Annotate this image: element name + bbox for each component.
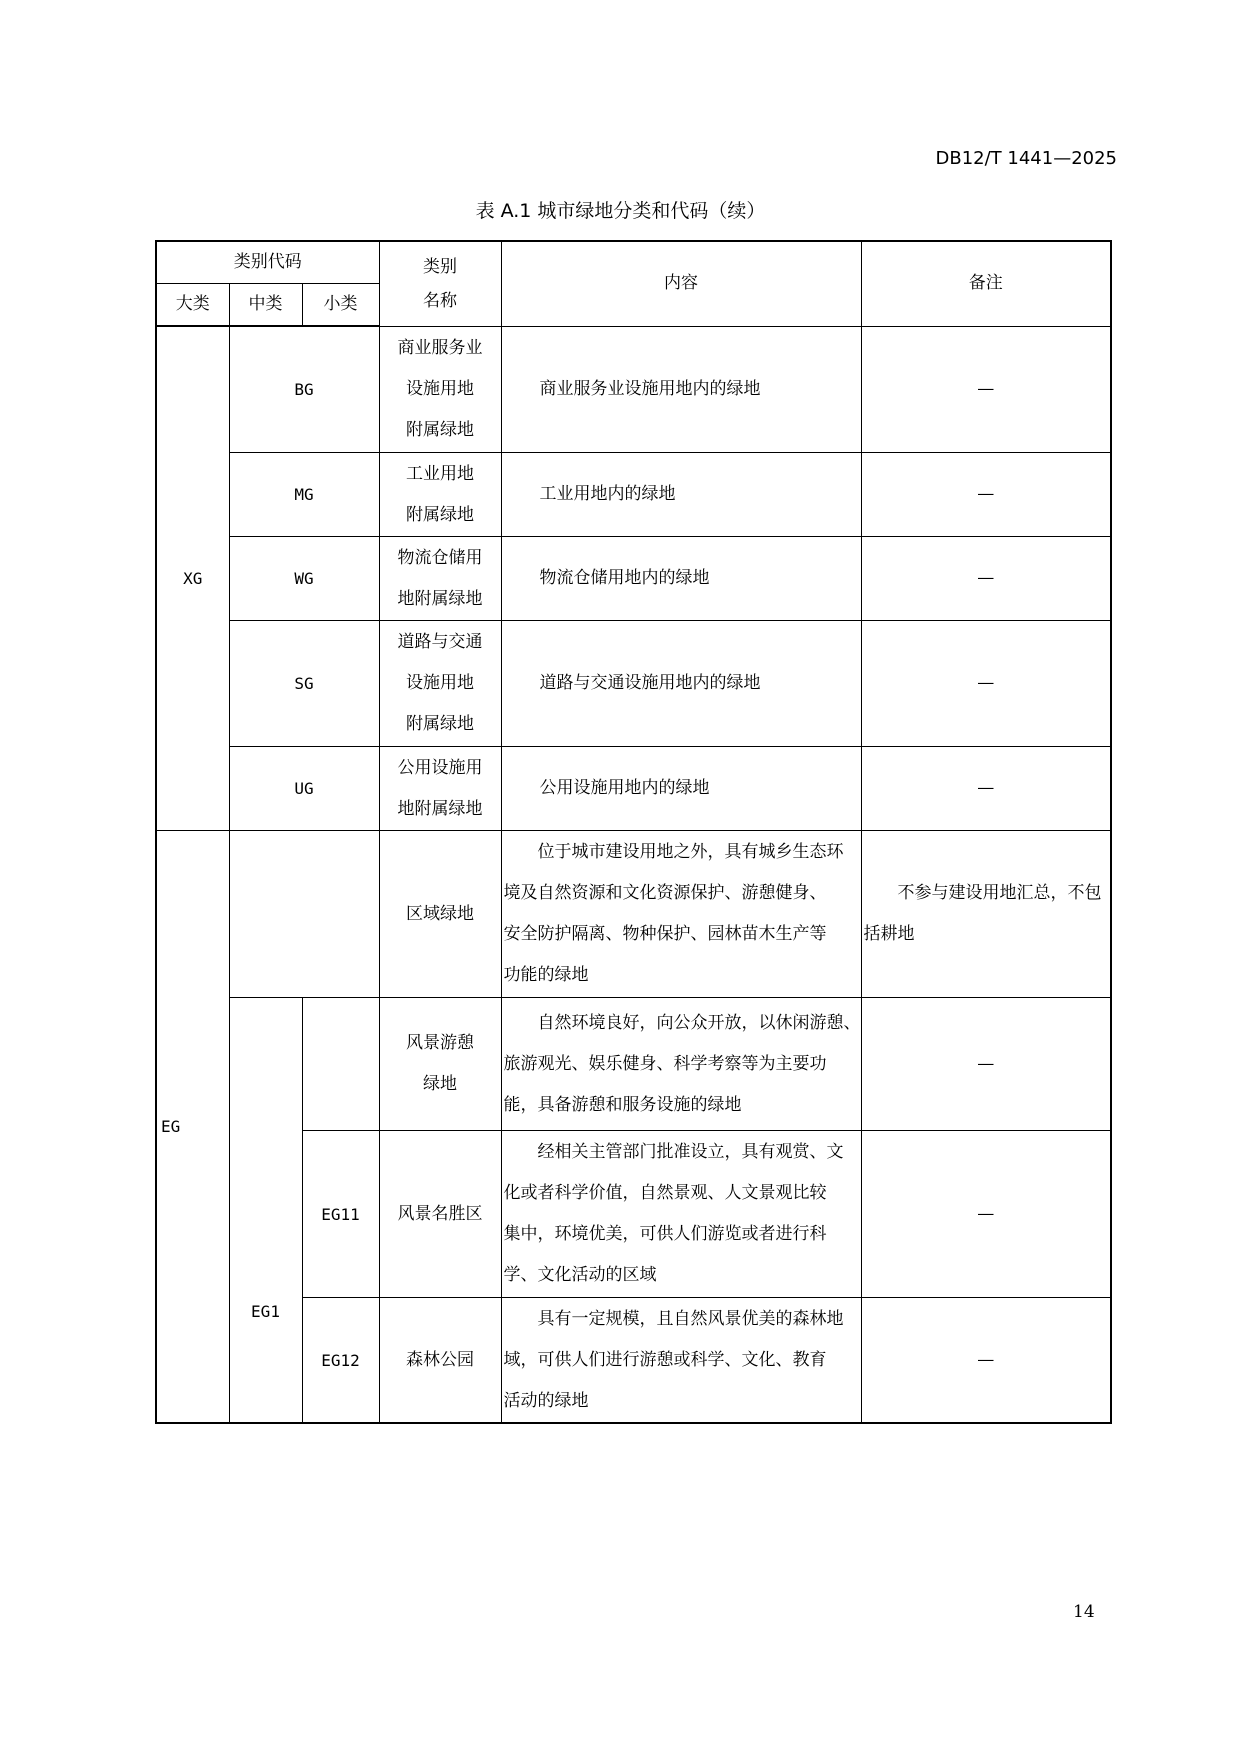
minor-code: EG12 bbox=[302, 1298, 379, 1424]
note-line: 括耕地 bbox=[863, 924, 915, 944]
category-note: — bbox=[861, 747, 1111, 831]
category-note: — bbox=[861, 621, 1111, 747]
category-note: — bbox=[861, 998, 1111, 1131]
table-row bbox=[156, 998, 1111, 1131]
content-line: 旅游观光、娱乐健身、科学考察等为主要功 bbox=[503, 1053, 827, 1074]
major-code-xg: XG bbox=[156, 326, 229, 831]
header-name-line2: 名称 bbox=[423, 290, 458, 311]
name-line: 商业服务业 bbox=[397, 337, 483, 358]
category-content bbox=[501, 1131, 861, 1298]
category-note: — bbox=[861, 1298, 1111, 1424]
minor-code: EG11 bbox=[302, 1131, 379, 1298]
medium-code-eg1: EG1 bbox=[229, 998, 302, 1424]
content-line: 经相关主管部门批准设立，具有观赏、文 bbox=[537, 1142, 844, 1162]
category-content: 商业服务业设施用地内的绿地 bbox=[501, 326, 861, 453]
table-row bbox=[156, 326, 1111, 453]
category-name: 森林公园 bbox=[379, 1298, 501, 1424]
header-name bbox=[379, 241, 501, 326]
header-content: 内容 bbox=[501, 241, 861, 326]
name-line: 附属绿地 bbox=[406, 419, 475, 440]
category-content bbox=[501, 998, 861, 1131]
category-note: — bbox=[861, 326, 1111, 453]
table-title: 表 A.1 城市绿地分类和代码（续） bbox=[475, 200, 766, 222]
content-line: 能，具备游憩和服务设施的绿地 bbox=[503, 1094, 742, 1115]
category-content: 工业用地内的绿地 bbox=[501, 453, 861, 537]
table-row bbox=[156, 537, 1111, 621]
name-line: 风景游憩 bbox=[406, 1033, 475, 1053]
content-line: 自然环境良好，向公众开放，以休闲游憩、 bbox=[537, 1012, 861, 1033]
content-line: 活动的绿地 bbox=[503, 1390, 589, 1411]
content-line: 学、文化活动的区域 bbox=[503, 1265, 657, 1285]
major-code-eg: EG bbox=[156, 831, 229, 1424]
category-name bbox=[379, 998, 501, 1131]
medium-code: BG bbox=[229, 326, 379, 453]
category-content bbox=[501, 831, 861, 998]
empty-code-cell bbox=[229, 831, 379, 998]
empty-minor-cell bbox=[302, 998, 379, 1131]
medium-code: WG bbox=[229, 537, 379, 621]
category-name: 区域绿地 bbox=[379, 831, 501, 998]
content-line: 具有一定规模，且自然风景优美的森林地 bbox=[537, 1308, 844, 1329]
name-line: 设施用地 bbox=[406, 673, 475, 693]
header-minor: 小类 bbox=[302, 284, 379, 327]
category-name: 风景名胜区 bbox=[379, 1131, 501, 1298]
category-note: — bbox=[861, 537, 1111, 621]
name-line: 公用设施用 bbox=[397, 757, 483, 778]
content-line: 域，可供人们进行游憩或科学、文化、教育 bbox=[503, 1349, 827, 1370]
category-name bbox=[379, 621, 501, 747]
category-content: 物流仓储用地内的绿地 bbox=[501, 537, 861, 621]
name-line: 设施用地 bbox=[406, 378, 475, 399]
category-content: 道路与交通设施用地内的绿地 bbox=[501, 621, 861, 747]
green-space-classification-table bbox=[155, 240, 1112, 1424]
table-row bbox=[156, 453, 1111, 537]
header-code-group: 类别代码 bbox=[156, 241, 379, 284]
category-note bbox=[861, 831, 1111, 998]
name-line: 绿地 bbox=[423, 1074, 458, 1094]
content-line: 功能的绿地 bbox=[503, 965, 589, 985]
category-note: — bbox=[861, 453, 1111, 537]
header-major: 大类 bbox=[156, 284, 229, 327]
category-name bbox=[379, 453, 501, 537]
medium-code: UG bbox=[229, 747, 379, 831]
header-name-line1: 类别 bbox=[423, 256, 458, 277]
table-row bbox=[156, 831, 1111, 998]
medium-code: SG bbox=[229, 621, 379, 747]
document-code: DB12/T 1441—2025 bbox=[935, 148, 1117, 169]
category-note: — bbox=[861, 1131, 1111, 1298]
category-content bbox=[501, 1298, 861, 1424]
name-line: 工业用地 bbox=[406, 463, 475, 484]
page-number: 14 bbox=[1073, 1602, 1095, 1622]
name-line: 道路与交通 bbox=[397, 632, 483, 652]
table-row bbox=[156, 747, 1111, 831]
header-note: 备注 bbox=[861, 241, 1111, 326]
note-line: 不参与建设用地汇总，不包 bbox=[897, 883, 1102, 903]
content-line: 境及自然资源和文化资源保护、游憩健身、 bbox=[503, 883, 827, 903]
table-row bbox=[156, 621, 1111, 747]
content-line: 集中，环境优美，可供人们游览或者进行科 bbox=[503, 1224, 827, 1244]
header-medium: 中类 bbox=[229, 284, 302, 327]
name-line: 附属绿地 bbox=[406, 714, 475, 734]
table-header-row bbox=[156, 241, 1111, 284]
content-line: 安全防护隔离、物种保护、园林苗木生产等 bbox=[503, 924, 827, 944]
category-name bbox=[379, 326, 501, 453]
content-line: 化或者科学价值，自然景观、人文景观比较 bbox=[503, 1183, 827, 1203]
category-content: 公用设施用地内的绿地 bbox=[501, 747, 861, 831]
name-line: 附属绿地 bbox=[406, 504, 475, 525]
category-name bbox=[379, 747, 501, 831]
medium-code: MG bbox=[229, 453, 379, 537]
category-name bbox=[379, 537, 501, 621]
name-line: 物流仓储用 bbox=[397, 547, 483, 568]
name-line: 地附属绿地 bbox=[397, 798, 483, 819]
content-line: 位于城市建设用地之外，具有城乡生态环 bbox=[537, 842, 844, 862]
name-line: 地附属绿地 bbox=[397, 588, 483, 609]
